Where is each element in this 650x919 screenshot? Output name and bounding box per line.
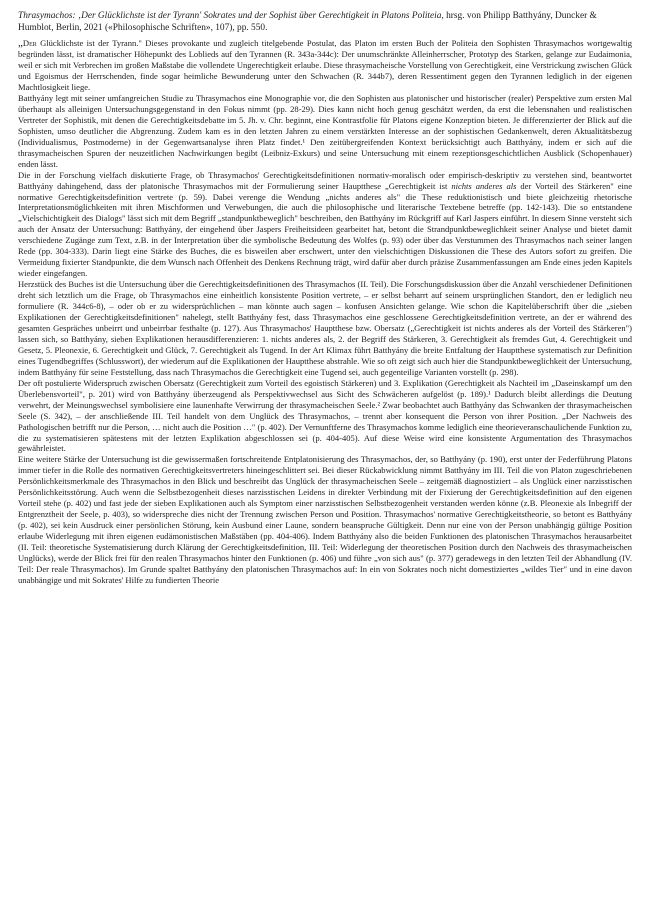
book-citation bbox=[18, 11, 632, 34]
review-body bbox=[18, 38, 632, 586]
book-publication-info: , hrsg. von Philipp Batthyány, Duncker & Humblot, Berlin, 2021 («Philosophische Schriften», 107), pp. 550. bbox=[18, 11, 597, 33]
paragraph-1 bbox=[18, 38, 632, 93]
paragraph-3-text-b: der Vorteil des Stärkeren" eine normative Gerechtigkeitsdefinition vertrete (p. 59). Dabei verenge die Wendung „nichts anderes als" die These reduktionistisch und biete gleichzeitig rhetorische Interpretationsmöglichkeiten mit ihren Mischformen und Verwebungen, die auch die philosophische und literarische Textebene betreffe (pp. 142-143). Die so entstandene „Vielschichtigkeit des Dialogs" lässt sich mit dem Begriff „standpunktbeweglich" beschreiben, den Batthyány im Rückgriff auf Karl Jaspers einführt. In diesem Sinne versteht sich auch der Ansatz der Untersuchung: Batthyány, der eingehend über Jaspers Freiheitsideen gearbeitet hat, betont die Strandpunktbeweglichkeit seiner Analyse und bietet damit verschiedene Zugänge zum Text, z.B. in der Interpretation über die symbolische Bedeutung des Wolfes (p. 93) oder über das Verstummen des Thrasymachos nach seiner langen Rede (pp. 304-333). Darin liegt eine Stärke des Buches, die es bisweilen aber erschwert, unter den vielschichtigen Diskussionen die These des Autors sofort zu greifen. Die Vermeidung fixierter Standpunkte, die dem Wunsch nach Offenheit des Denkens Rechnung trägt, wird dafür aber durch präzise Zusammenfassungen am Ende eines jeden Kapitels wieder eingefangen. bbox=[18, 180, 633, 279]
paragraph-3-italic: nichts anderes als bbox=[451, 180, 517, 191]
paragraph-3 bbox=[18, 170, 632, 280]
paragraph-3-text-a: Die in der Forschung vielfach diskutierte Frage, ob Thrasymachos' Gerechtigkeitsdefinitionen normativ-moralisch oder empirisch-deskriptiv zu verstehen sind, beantwortet Batthyány dahingehend, dass der platonische Thrasymachos mit der Formulierung seiner Hauptthese „Gerechtigkeit ist bbox=[18, 169, 632, 191]
paragraph-1-text: Glücklichste ist der Tyrann." Dieses provokante und zugleich titelgebende Postulat, das Platon im ersten Buch der Politeia den Sophisten Thrasymachos wortgewaltig begründen lässt, ist dramatischer Höhepunkt des Loblieds auf den Tyrannen (R. 343a-344c): Der unumschränkte Alleinherrscher, Prototyp des Starken, gelange zur Eudaimonia, weil er sich mit Verbrechen im großen Maßstabe die vollendete Ungerechtigkeit erlaube. Diese thrasymacheische Vorstellung von Gerechtigkeit, eine Verstrickung zwischen Glück und Egoismus der Herrschenden, finde sogar heimliche Bewunderung unter den Schwachen (R. 344b7), deren Ressentiment gegen den Tyrannen lediglich in der eigenen Machtlosigkeit liege. bbox=[18, 38, 632, 92]
paragraph-2: Batthyány legt mit seiner umfangreichen Studie zu Thrasymachos eine Monographie vor, die den Sophisten aus platonischer und historischer (realer) Perspektive zum ersten Mal überhaupt als alleinigen Untersuchungsgegenstand in den Fokus nimmt (pp. 28-29). Dies kann nicht hoch genug geschätzt werden, da erst die lebensnahen und realistischen Vertreter der Sophistik, mit denen die Gerechtigkeitsdebatte im 5. Jh. v. Chr. beginnt, eine Kontrastfolie für Platons eigene Konzeption bieten. Je differenzierter der Blick auf die Sophisten, umso deutlicher die Abgrenzung. Zudem kam es in den letzten Jahren zu einem verstärkten Interesse an der sophistischen Gedankenwelt, deren Aktualitätsbezug (Individualismus, Postmoderne) in der Gegenwartsanalyse ihren Platz findet.¹ Den zeitübergreifenden Kontext berücksichtigt auch Batthyány, indem er sich auf die thrasymacheischen Spuren der neuzeitlichen Nachwirkungen begibt (Leibniz-Exkurs) und seine Untersuchung mit einem rezeptionsgeschichtlichen Ausblick (Schopenhauer) enden lässt. bbox=[18, 92, 632, 169]
paragraph-4: Herzstück des Buches ist die Untersuchung über die Gerechtigkeitsdefinitionen des Thrasymachos (II. Teil). Die Forschungsdiskussion über die Anzahl verschiedener Definitionen dreht sich letztlich um die Frage, ob Thrasymachos eine einheitlich konsistente Position vertrete, – er selbst beharrt auf seinem ursprünglichen Standort, den er lediglich neu formuliere (R. 344c6-8), – oder ob er zu widersprüchlichen – man könnte auch sagen – konfusen Ansichten gelange. Wie schon die Kapitelüberschrift über die „sieben Explikationen der Gerechtigkeitsdefinitionen" nahelegt, stellt Batthyány fest, dass Thrasymachos eine geschlossene Gerechtigkeitsdefinition vertrete, an der er während des gesamten Gespräches unbeirrt und unbeirrbar festhalte (p. 127). Aus Thrasymachos' Hauptthese bzw. Obersatz („Gerechtigkeit ist nichts anderes als der Vorteil des Stärkeren") lassen sich, so Batthyány, sieben Explikationen herausdifferenzieren: 1. nichts anderes als, 2. der Begriff des Stärkeren, 3. Gerechtigkeit als fremdes Gut, 4. Gerechtigkeit und Gesetz, 5. Pleonexie, 6. Gerechtigkeit und Glück, 7. Gerechtigkeit als Tugend. In der Art Klimax führt Batthyány die breite Entfaltung der Hauptthese systematisch zur Definition eines Tugendbegriffes (Schlusswort), der wiederum auf die Explikationen der Hauptthese abstrahle. Wie so oft zeigt sich auch hier die Standpunktbeweglichkeit der Untersuchung, indem Batthyány für seine Feststellung, dass nach Thrasymachos die Gerechtigkeit eine Tugend sei, auch gegenteilige Varianten vorstellt (p. 298). bbox=[18, 279, 632, 377]
book-title: Thrasymachos: ‚Der Glücklichste ist der Tyrann' Sokrates und der Sophist über Gerechtigkeit in Platons Politeia bbox=[18, 11, 442, 21]
paragraph-6: Eine weitere Stärke der Untersuchung ist die gewissermaßen fortschreitende Entplatonisierung des Thrasymachos, der, so Batthyány (p. 190), erst unter der Federführung Platons immer tiefer in die Rolle des normativen Gerechtigkeitsvertreters hineingeschlittert sei. Bei dieser Rückabwicklung nimmt Batthyány im III. Teil die von Platon zugeschriebenen Persönlichkeitsmerkmale des Thrasymachos in den Blick und beschreibt das Unglück der thrasymacheischen Seele – zeitgemäß diagnostiziert – als Unglück einer narzisstischen Persönlichkeitsstörung. Auch wenn die Selbstbezogenheit dieses narzisstischen Leidens in direkter Verbindung mit der Fixierung der Gerechtigkeitsdefinition auf den eigenen Vorteil stehe (p. 402) und fast jede der sieben Explikationen auch als Symptom einer narzisstischen Selbstbezogenheit verstanden werden könne (z.B. Pleonexie als Inbegriff der Entgrenztheit der Seele, p. 403), so widerspreche dies nicht der Trennung zwischen Person und Position. Thrasymachos' normative Gerechtigkeitstheorie, so betont es Batthyány (p. 402), sei kein Ausdruck einer persönlichen Störung, kein Ausbund einer Laune, sondern beanspruche Gültigkeit. Denn nur eine von der Person unabhängig gültige Position erlaube Widerlegung mit ihren eigenen eudämonistischen Maßstäben (pp. 404-406). Indem Batthyány also die beiden Funktionen des platonischen Thrasymachos herausarbeitet (II. Teil: theoretische Systematisierung durch Klärung der Gerechtigkeitsdefinition, III. Teil: Widerlegung der theoretischen Position durch den Nachweis des thrasymacheischen Unglücks), werde der Blick frei für den realen Thrasymachos hinter den Funktionen (p. 406) und führe „von sich aus" (p. 377) geradewegs in den letzten Teil der Abhandlung (IV. Teil: Der reale Thrasymachos). Im Grunde spaltet Batthyány den platonischen Thrasymachos auf: In ein von Sokrates noch nicht domestiziertes „wildes Tier" und in eine davon unabhängige und mit Sokrates' Hilfe zu fundierten Theorie bbox=[18, 454, 632, 585]
opening-word: Der bbox=[22, 38, 37, 49]
paragraph-5: Der oft postulierte Widerspruch zwischen Obersatz (Gerechtigkeit zum Vorteil des egoistisch Stärkeren) und 3. Explikation (Gerechtigkeit als Nachteil im „Daseinskampf um den Überlebensvorteil", p. 201) wird von Batthyány überzeugend als Perspektivwechsel aus Sicht des Schwächeren aufgelöst (p. 189).¹ Dadurch bleibt allerdings die Deutung verwehrt, der Meinungswechsel symbolisiere eine launenhafte Verwirrung der thrasymacheischen Seele.² Zwar beobachtet auch Batthyány das Schwanken der thrasymacheischen Seele (S. 342), – der anschließende III. Teil handelt von dem Unglück des Thrasymachos, – trennt aber konsequent die Person von ihrer Position. „Der Nachweis des Pathologischen betrifft nur die Person, … nicht auch die Position …" (p. 402). Der Vernunftferne des Thrasymachos komme lediglich eine theorieveranschaulichende Funktion zu, die zu systematisieren spätestens mit der letzten Explikation abgeschlossen sei (p. 404-405). Auf diese Weise wird eine konsistente Argumentation des Thrasymachos gewährleistet. bbox=[18, 377, 632, 454]
opening-quote: „ bbox=[18, 37, 23, 50]
